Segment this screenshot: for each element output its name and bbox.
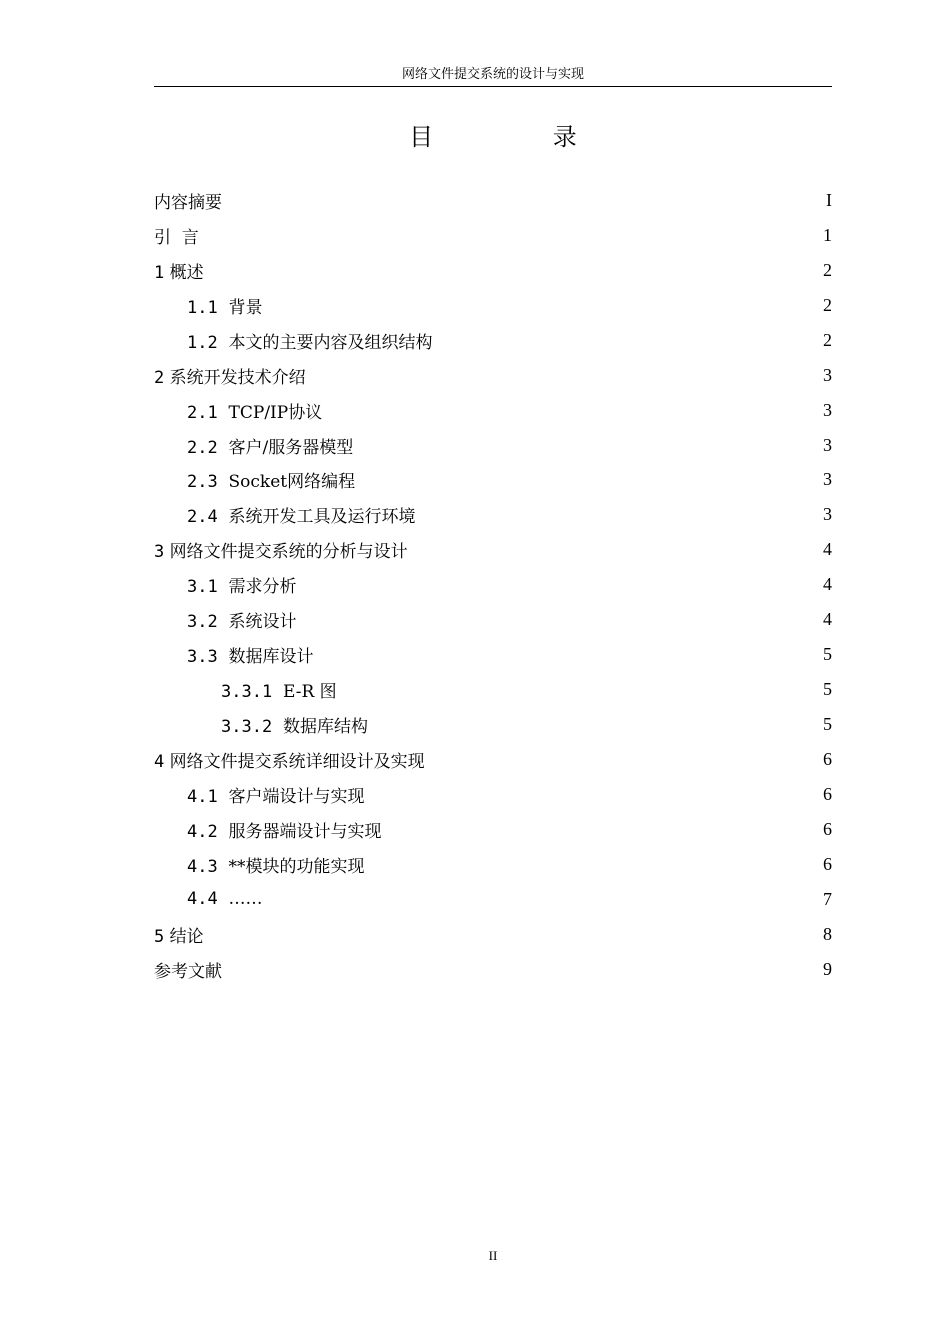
- toc-entry[interactable]: [154, 882, 832, 917]
- toc-entry-text: 系统开发技术介绍: [169, 367, 306, 388]
- page-number: II: [488, 1248, 498, 1263]
- toc-entry[interactable]: [154, 812, 832, 847]
- toc-section-number: 4: [154, 751, 165, 772]
- toc-entry-label: [187, 433, 353, 458]
- toc-section-number: 3: [154, 542, 165, 563]
- toc-page-number: 8: [823, 923, 832, 944]
- toc-entry-label: [154, 922, 204, 947]
- toc-entry-text: 网络文件提交系统详细设计及实现: [169, 751, 425, 772]
- toc-entry[interactable]: [154, 637, 832, 672]
- toc-section-number: 3.3: [187, 647, 218, 668]
- toc-entry[interactable]: [154, 253, 832, 288]
- toc-entry-label: [221, 712, 368, 737]
- toc-entry[interactable]: [154, 602, 832, 637]
- toc-section-number: 1: [154, 262, 165, 283]
- toc-entry-label: [187, 328, 433, 353]
- toc-section-number: 2.1: [187, 402, 218, 423]
- toc-entry[interactable]: [154, 463, 832, 498]
- toc-entry-text: 结论: [169, 926, 204, 947]
- toc-page-number: 3: [823, 504, 832, 525]
- toc-page-number: 9: [823, 958, 832, 979]
- toc-page-number: 5: [823, 714, 832, 735]
- toc-title: 目 录: [409, 123, 633, 151]
- toc-entry-label: [187, 572, 297, 597]
- toc-entry[interactable]: [154, 742, 832, 777]
- toc-entry-label: [221, 677, 337, 702]
- toc-page-number: 2: [823, 294, 832, 315]
- toc-entry-text: 客户/服务器模型: [228, 437, 354, 458]
- toc-entry[interactable]: [154, 183, 832, 218]
- toc-entry-text: **模块的功能实现: [228, 856, 365, 877]
- toc-entry[interactable]: [154, 497, 832, 532]
- toc-section-number: 3.1: [187, 577, 218, 598]
- toc-section-number: 2: [154, 367, 165, 388]
- toc-entry-text: 系统开发工具及运行环境: [228, 507, 416, 528]
- toc-section-number: 2.2: [187, 437, 218, 458]
- toc-section-number: 5: [154, 926, 165, 947]
- toc-entry-text: 背景: [228, 297, 263, 318]
- toc-section-number: 1.1: [187, 297, 218, 318]
- toc-entry-text: 服务器端设计与实现: [228, 821, 382, 842]
- toc-entry[interactable]: [154, 358, 832, 393]
- toc-entry-label: [187, 607, 297, 632]
- toc-page-number: 3: [823, 434, 832, 455]
- toc-section-number: 4.4: [187, 889, 218, 910]
- toc-page-number: 1: [823, 224, 832, 245]
- running-header: 网络文件提交系统的设计与实现: [401, 67, 584, 82]
- header-divider: [154, 86, 832, 87]
- toc-entry[interactable]: [154, 952, 832, 987]
- toc-entry-text: 参考文献: [154, 961, 222, 982]
- toc-page-number: 7: [823, 888, 832, 909]
- toc-entry-text: 网络文件提交系统的分析与设计: [169, 542, 408, 563]
- toc-page-number: 6: [823, 818, 832, 839]
- toc-page-number: 6: [823, 783, 832, 804]
- toc-entry-label: [187, 817, 382, 842]
- toc-page-number: I: [826, 189, 832, 210]
- toc-entry-label: [187, 782, 365, 807]
- toc-section-number: 4.1: [187, 786, 218, 807]
- toc-entry-text: 本文的主要内容及组织结构: [228, 332, 433, 353]
- toc-page-number: 2: [823, 329, 832, 350]
- toc-entry-text: 需求分析: [228, 577, 297, 598]
- toc-entry[interactable]: [154, 532, 832, 567]
- toc-entry-text: TCP/IP协议: [228, 402, 323, 423]
- toc-page-number: 4: [823, 574, 832, 595]
- toc-entry-label: [187, 467, 355, 492]
- toc-section-number: 2.4: [187, 507, 218, 528]
- toc-page-number: 4: [823, 539, 832, 560]
- toc-entry-label: [187, 889, 263, 909]
- table-of-contents: [154, 183, 832, 987]
- toc-entry-label: [154, 957, 222, 982]
- toc-section-number: 3.3.2: [221, 717, 273, 738]
- toc-entry-label: [187, 642, 314, 667]
- toc-entry-label: [187, 502, 416, 527]
- toc-entry-label: [154, 363, 306, 388]
- toc-entry-text: Socket网络编程: [228, 472, 356, 493]
- toc-entry-text: 数据库结构: [283, 717, 368, 738]
- toc-page-number: 6: [823, 748, 832, 769]
- toc-entry[interactable]: [154, 672, 832, 707]
- toc-entry[interactable]: [154, 393, 832, 428]
- toc-entry-text: 系统设计: [228, 612, 297, 633]
- toc-page-number: 3: [823, 469, 832, 490]
- toc-page-number: 5: [823, 644, 832, 665]
- toc-entry[interactable]: [154, 323, 832, 358]
- toc-page-number: 2: [823, 259, 832, 280]
- toc-entry-text: 客户端设计与实现: [228, 786, 365, 807]
- toc-entry-label: [154, 747, 425, 772]
- toc-entry-text: ……: [228, 889, 263, 910]
- toc-page-number: 4: [823, 609, 832, 630]
- toc-page-number: 5: [823, 679, 832, 700]
- toc-entry[interactable]: [154, 218, 832, 253]
- toc-entry-text: 概述: [169, 262, 204, 283]
- toc-section-number: 4.2: [187, 821, 218, 842]
- toc-entry-label: [154, 258, 204, 283]
- toc-section-number: 3.3.1: [221, 682, 273, 703]
- toc-entry-label: [154, 537, 408, 562]
- toc-entry[interactable]: [154, 288, 832, 323]
- toc-entry[interactable]: [154, 567, 832, 602]
- toc-entry-text: E-R 图: [283, 682, 337, 703]
- toc-entry-label: [154, 223, 199, 248]
- toc-page-number: 6: [823, 853, 832, 874]
- toc-page-number: 3: [823, 399, 832, 420]
- toc-entry-text: 内容摘要: [154, 192, 222, 213]
- toc-section-number: 3.2: [187, 612, 218, 633]
- toc-entry-label: [154, 188, 222, 213]
- toc-entry[interactable]: [154, 917, 832, 952]
- toc-entry[interactable]: [154, 777, 832, 812]
- toc-section-number: 4.3: [187, 856, 218, 877]
- toc-entry-label: [187, 293, 263, 318]
- toc-entry-text: 引 言: [154, 227, 199, 248]
- toc-entry-label: [187, 398, 322, 423]
- toc-entry[interactable]: [154, 707, 832, 742]
- toc-page-number: 3: [823, 364, 832, 385]
- toc-entry[interactable]: [154, 847, 832, 882]
- toc-section-number: 2.3: [187, 472, 218, 493]
- toc-entry[interactable]: [154, 428, 832, 463]
- toc-section-number: 1.2: [187, 332, 218, 353]
- toc-entry-label: [187, 852, 365, 877]
- toc-entry-text: 数据库设计: [228, 647, 314, 668]
